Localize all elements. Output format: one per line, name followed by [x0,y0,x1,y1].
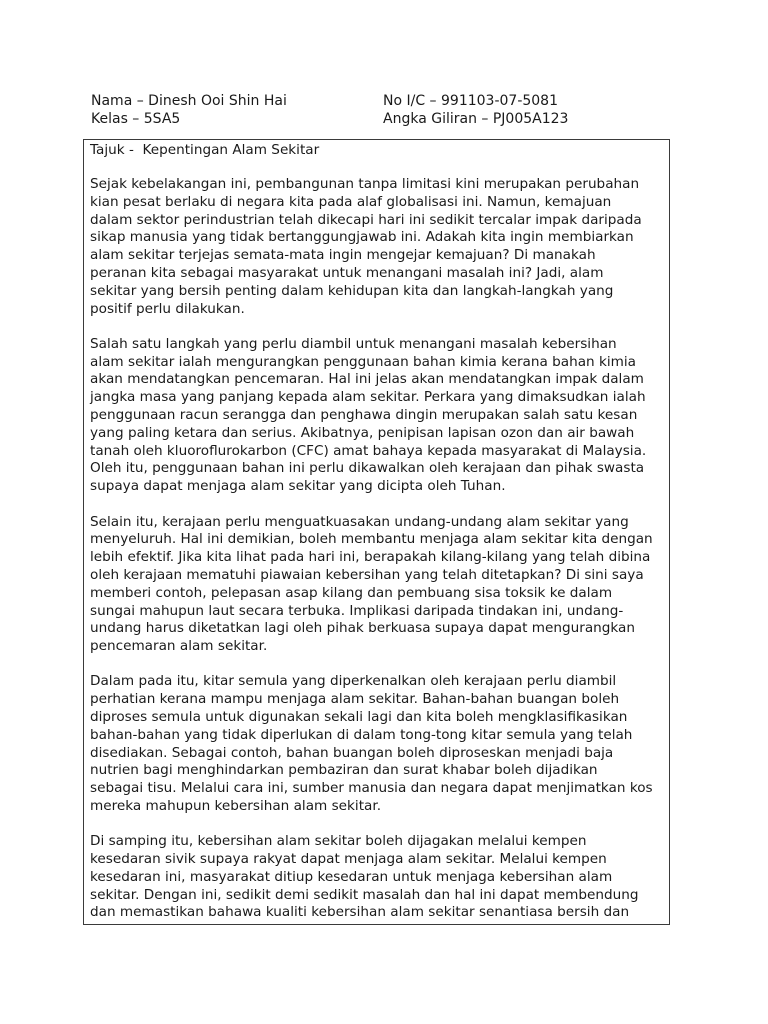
text-line: Dalam pada itu, kitar semula yang diperkenalkan oleh kerajaan perlu diambil [90,673,617,690]
text-line: jangka masa yang panjang kepada alam sekitar. Perkara yang dimaksudkan ialah [90,389,646,406]
text-line: Oleh itu, penggunaan bahan ini perlu dikawalkan oleh kerajaan dan pihak swasta [90,460,645,477]
text-line: mereka mahupun kebersihan alam sekitar. [90,798,382,814]
text-line: yang paling ketara dan serius. Akibatnya, penipisan lapisan ozon dan air bawah [90,424,635,441]
paragraph-1 [90,176,665,318]
text-line: sikap manusia yang tidak bertanggungjawab ini. Adakah kita ingin membiarkan [90,229,634,246]
text-line: sekitar. Dengan ini, sedikit demi sedikit masalah dan hal ini dapat membendung [90,886,639,903]
text-line: bahan-bahan yang tidak diperlukan di dalam tong-tong kitar semula yang telah [90,726,633,743]
text-line: positif perlu dilakukan. [90,300,245,317]
text-line: diproses semula untuk digunakan sekali lagi dan kita boleh mengklasifikasikan [90,709,628,726]
text-line: Salah satu langkah yang perlu diambil untuk menangani masalah kebersihan [90,335,617,352]
text-line: sekitar yang bersih penting dalam kehidupan kita dan langkah-langkah yang [90,282,614,299]
text-line: alam sekitar ialah mengurangkan penggunaan bahan kimia kerana bahan kimia [90,353,636,370]
ic-number: No I/C – 991103-07-5081 [383,93,558,109]
text-line: alam sekitar terjejas semata-mata ingin mengejar kemajuan? Di manakah [90,247,596,264]
text-line: sebagai tisu. Melalui cara ini, sumber manusia dan negara dapat menjimatkan kos [90,780,653,797]
text-line: Di samping itu, kebersihan alam sekitar boleh dijagakan melalui kempen [90,833,587,850]
text-line: perhatian kerana mampu menjaga alam sekitar. Bahan-bahan buangan boleh [90,691,620,708]
text-line: pencemaran alam sekitar. [90,638,268,655]
essay-title: Tajuk - Kepentingan Alam Sekitar [90,142,320,158]
essay-box [83,139,670,925]
text-line: kesedaran ini, masyarakat ditiup kesedaran untuk menjaga kebersihan alam [90,868,613,885]
text-line: lebih efektif. Jika kita lihat pada hari ini, berapakah kilang-kilang yang telah dibina [90,549,651,566]
text-line: dalam sektor perindustrian telah dikecapi hari ini sedikit tercalar impak daripada [90,211,642,228]
paragraph-3 [90,514,665,656]
text-line: nutrien bagi menghindarkan pembaziran dan surat khabar boleh dijadikan [90,762,598,779]
text-line: oleh kerajaan mematuhi piawaian kebersihan yang telah ditetapkan? Di sini saya [90,566,644,583]
text-line: disediakan. Sebagai contoh, bahan buangan boleh diproseskan menjadi baja [90,744,614,761]
text-line: peranan kita sebagai masyarakat untuk menangani masalah ini? Jadi, alam [90,264,604,281]
text-line: kesedaran sivik supaya rakyat dapat menjaga alam sekitar. Melalui kempen [90,851,607,868]
text-line: akan mendatangkan pencemaran. Hal ini jelas akan mendatangkan impak dalam [90,371,644,388]
text-line: menyeluruh. Hal ini demikian, boleh membantu menjaga alam sekitar kita dengan [90,531,653,548]
exam-number: Angka Giliran – PJ005A123 [383,111,569,127]
text-line: kian pesat berlaku di negara kita pada alaf globalisasi ini. Namun, kemajuan [90,193,612,210]
text-line: memberi contoh, pelepasan asap kilang dan pembuang sisa toksik ke dalam [90,584,613,601]
student-class: Kelas – 5SA5 [91,111,181,127]
student-name: Nama – Dinesh Ooi Shin Hai [91,93,287,109]
text-line: penggunaan racun serangga dan penghawa dingin merupakan salah satu kesan [90,407,638,424]
text-line: Sejak kebelakangan ini, pembangunan tanpa limitasi kini merupakan perubahan [90,176,640,192]
paragraph-2 [90,336,665,496]
text-line: tanah oleh kluoroflurokarbon (CFC) amat bahaya kepada masyarakat di Malaysia. [90,442,647,459]
text-line: dan memastikan bahawa kualiti kebersihan alam sekitar senantiasa bersih dan [90,904,630,921]
text-line: Selain itu, kerajaan perlu menguatkuasakan undang-undang alam sekitar yang [90,513,629,530]
text-line: supaya dapat menjaga alam sekitar yang dicipta oleh Tuhan. [90,478,506,495]
text-line: sungai mahupun laut secara terbuka. Implikasi daripada tindakan ini, undang- [90,602,624,619]
paragraph-4 [90,673,665,815]
paragraph-5 [90,833,665,922]
text-line: undang harus diketatkan lagi oleh pihak berkuasa supaya dapat mengurangkan [90,620,635,637]
